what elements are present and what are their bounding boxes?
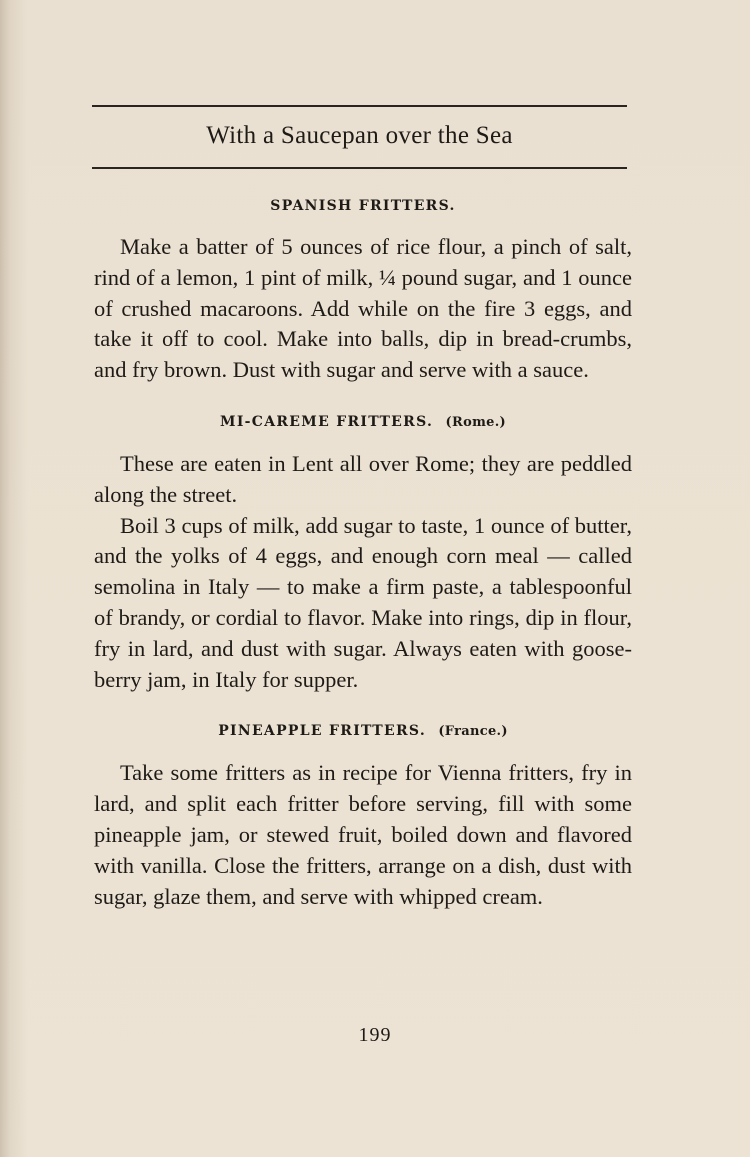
recipe-paragraph: These are eaten in Lent all over Rome; they are peddled along the street.: [94, 450, 632, 507]
running-head: With a Saucepan over the Sea: [206, 122, 513, 149]
recipe-title: SPANISH FRITTERS.: [270, 198, 456, 214]
recipe-heading: [94, 196, 632, 216]
header-bottom-rule: [92, 167, 627, 169]
header-top-rule: [92, 105, 627, 107]
recipe-paragraph: Make a batter of 5 ounces of rice flour, a pinch of salt, rind of a lemon, 1 pint of milk, ¼ pound sugar, and 1 ounce of crushed macaroons. Add while on the fire 3 eggs, and take it off to cool. Make into balls, dip in bread-crumbs, and fry brown. Dust with sugar and serve with a sauce.: [94, 234, 632, 383]
recipe-title: MI-CAREME FRITTERS.: [220, 413, 434, 430]
recipe-paragraph: Boil 3 cups of milk, add sugar to taste, 1 ounce of butter, and the yolks of 4 eggs, and enough corn meal — called semolina in Italy — to make a firm paste, a tablespoonful of brandy, or cordial to flavor. Make into rings, dip in flour, fry in lard, and dust with sugar. Always eaten with gooseberry jam, in Italy for supper.: [94, 512, 632, 692]
recipe-content: [94, 196, 632, 912]
recipe-heading: [94, 721, 632, 742]
recipe-section-mi-careme-fritters: [94, 412, 632, 695]
recipe-paragraph: Take some fritters as in recipe for Vienna fritters, fry in lard, and split each fritter before serving, fill with some pineapple jam, or stewed fruit, boiled down and flavored with vanilla. Close the fritters, arrange on a dish, dust with sugar, glaze them, and serve with whipped cream.: [94, 760, 632, 909]
recipe-origin: (France.): [438, 724, 508, 740]
recipe-title: PINEAPPLE FRITTERS.: [218, 723, 426, 740]
recipe-heading: [94, 412, 632, 433]
page-number: 199: [358, 1024, 392, 1046]
recipe-section-pineapple-fritters: [94, 721, 632, 912]
recipe-section-spanish-fritters: [94, 196, 632, 386]
recipe-origin: (Rome.): [445, 414, 506, 430]
